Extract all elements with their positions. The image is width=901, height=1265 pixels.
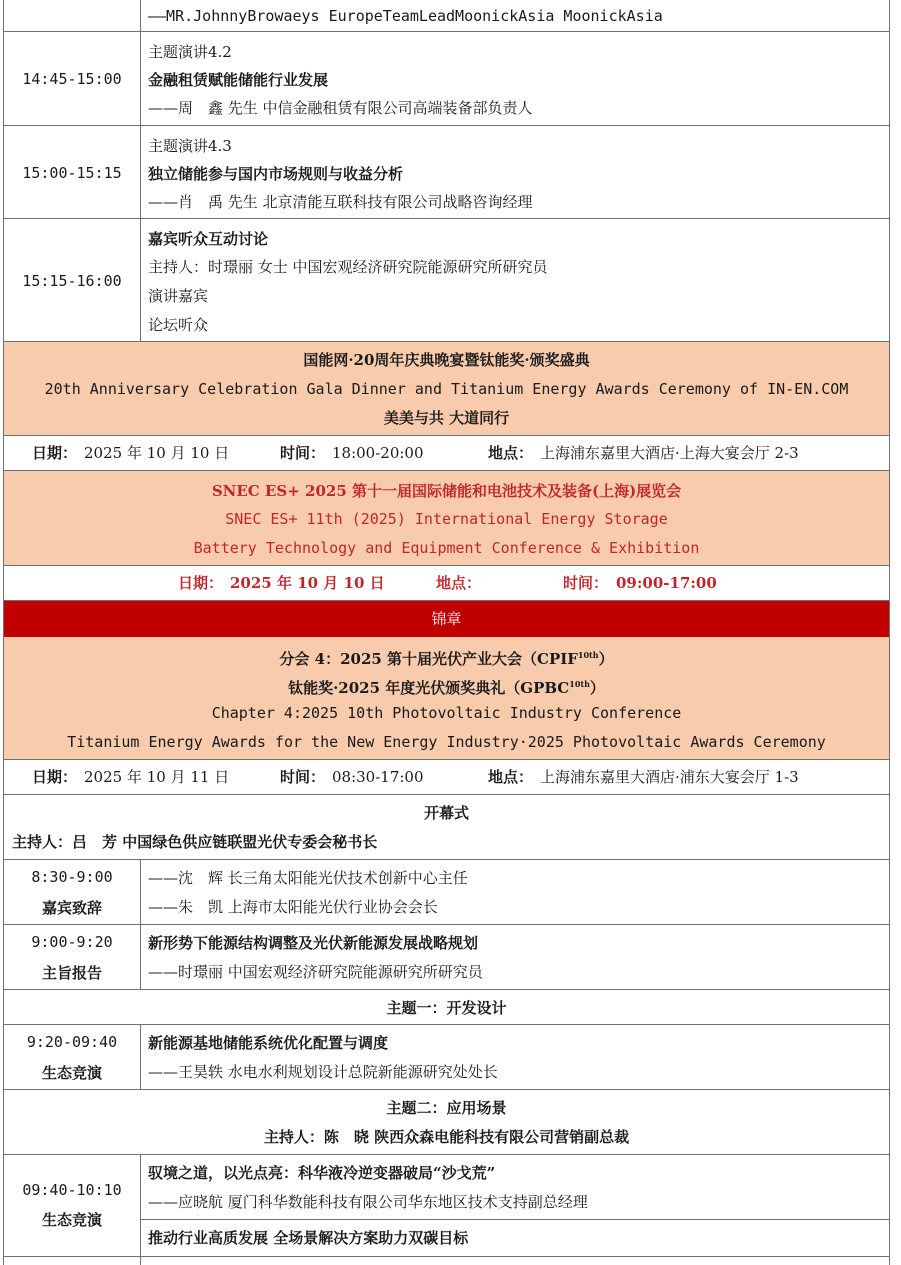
time-value: 08:30-17:00 <box>332 768 424 786</box>
date-value: 2025 年 10 月 10 日 <box>230 574 385 592</box>
speaker-line: ——应晓航 厦门科华数能科技有限公司华东地区技术支持副总经理 <box>148 1193 588 1211</box>
time-cell: 9:20-09:40 <box>26 1033 118 1051</box>
date-label: 日期： <box>32 444 78 462</box>
talk-title: 新能源基地储能系统优化配置与调度 <box>148 1034 389 1052</box>
place-value: 上海浦东嘉里大酒店·浦东大宴会厅 1-3 <box>540 768 799 786</box>
talk-title: 推动行业高质发展 全场景解决方案助力双碳目标 <box>148 1229 469 1247</box>
expo-en-line: Battery Technology and Equipment Conference & Exhibition <box>193 539 700 557</box>
expo-banner <box>4 471 889 565</box>
row-divider <box>3 31 890 32</box>
time-cell: 14:45-15:00 <box>22 70 122 88</box>
talk-title: 驭境之道，以光点亮：科华液冷逆变器破局“沙戈荒” <box>148 1164 496 1182</box>
time-label: 时间： <box>280 444 326 462</box>
theme-title: 主题二：应用场景 <box>386 1099 507 1117</box>
chapter4-awards-title: 钛能奖·2025 年度光伏颁奖典礼$(GPBC^{10th})$ <box>288 679 605 697</box>
row-divider <box>3 1256 890 1257</box>
gala-subtitle-en: 20th Anniversary Celebration Gala Dinner and Titanium Energy Awards Ceremony of IN-EN.COM <box>44 380 849 398</box>
speaker-line: ——朱 凯 上海市太阳能光伏行业协会会长 <box>148 898 438 916</box>
date-label: 日期： <box>32 768 78 786</box>
time-label: 时间： <box>563 574 609 592</box>
participant-line: 演讲嘉宾 <box>148 287 209 305</box>
theme-host: 主持人：陈 晓 陕西众森电能科技有限公司营销副总裁 <box>263 1128 630 1146</box>
host-line: 主持人：时璟丽 女士 中国宏观经济研究院能源研究所研究员 <box>148 258 548 276</box>
expo-title: SNEC ES+ 2025 第十一届国际储能和电池技术及装备(上海)展览会 <box>211 482 682 500</box>
place-label: 地点： <box>488 444 534 462</box>
session-type: 嘉宾致辞 <box>41 899 102 917</box>
row-divider <box>3 1154 890 1155</box>
opening-host: 主持人：吕 芳 中国绿色供应链联盟光伏专委会秘书长 <box>12 833 378 851</box>
chapter4-title: 分会 4：2025 第十届光伏产业大会$(CPIF^{10th})$ <box>279 650 614 668</box>
row-divider <box>3 924 890 925</box>
talk-label: 主题演讲4.3 <box>148 137 232 155</box>
opening-title: 开幕式 <box>423 804 469 822</box>
date-value: 2025 年 10 月 11 日 <box>84 768 230 786</box>
time-cell: 09:40-10:10 <box>22 1181 122 1199</box>
talk-label: 主题演讲4.2 <box>148 43 232 61</box>
time-cell: 15:15-16:00 <box>22 272 122 290</box>
row-divider <box>3 1024 890 1025</box>
chapter4-en-line: Chapter 4:2025 10th Photovoltaic Industry Conference <box>211 704 682 722</box>
row-divider <box>3 859 890 860</box>
time-cell: 8:30-9:00 <box>31 868 113 886</box>
session-type: 生态竞演 <box>41 1211 102 1229</box>
speaker-line: ——王昊轶 水电水利规划设计总院新能源研究处处长 <box>148 1063 498 1081</box>
speaker-line: ——时璟丽 中国宏观经济研究院能源研究所研究员 <box>148 963 483 981</box>
session-type: 主旨报告 <box>41 964 102 982</box>
place-label: 地点： <box>436 574 482 592</box>
date-label: 日期： <box>178 574 224 592</box>
gala-slogan: 美美与共 大道同行 <box>383 409 510 427</box>
table-right-border <box>889 0 890 1265</box>
section-banner-text: 锦章 <box>431 610 462 628</box>
time-cell: 15:00-15:15 <box>22 164 122 182</box>
gala-banner <box>4 342 889 435</box>
row-divider <box>3 125 890 126</box>
talk-title: 独立储能参与国内市场规则与收益分析 <box>148 165 404 183</box>
date-value: 2025 年 10 月 10 日 <box>84 444 230 462</box>
participant-line: 论坛听众 <box>148 316 209 334</box>
talk-title: 嘉宾听众互动讨论 <box>148 230 269 248</box>
section-banner <box>4 601 889 637</box>
place-value: 上海浦东嘉里大酒店·上海大宴会厅 2-3 <box>540 444 799 462</box>
time-value: 09:00-17:00 <box>616 574 717 592</box>
talk-title: 金融租赁赋能储能行业发展 <box>148 71 329 89</box>
speaker-line: ——周 鑫 先生 中信金融租赁有限公司高端装备部负责人 <box>148 99 533 117</box>
row-divider <box>3 794 890 795</box>
speaker-line: ——肖 禹 先生 北京清能互联科技有限公司战略咨询经理 <box>148 193 533 211</box>
row-divider <box>3 565 890 566</box>
time-cell: 9:00-9:20 <box>31 933 113 951</box>
row-divider <box>3 1089 890 1090</box>
speaker-line: ——MR.JohnnyBrowaeys EuropeTeamLeadMoonickAsia MoonickAsia <box>148 7 663 25</box>
inner-divider <box>141 1219 889 1220</box>
session-type: 生态竞演 <box>41 1064 102 1082</box>
chapter4-en-line: Titanium Energy Awards for the New Energy Industry·2025 Photovoltaic Awards Ceremony <box>67 733 826 751</box>
theme-title: 主题一：开发设计 <box>386 999 507 1017</box>
talk-title: 新形势下能源结构调整及光伏新能源发展战略规划 <box>148 934 479 952</box>
row-divider <box>3 435 890 436</box>
row-divider <box>3 759 890 760</box>
time-label: 时间： <box>280 768 326 786</box>
time-value: 18:00-20:00 <box>332 444 424 462</box>
row-divider <box>3 218 890 219</box>
expo-en-line: SNEC ES+ 11th (2025) International Energy Storage <box>225 510 668 528</box>
chapter4-banner <box>4 637 889 759</box>
place-label: 地点： <box>488 768 534 786</box>
row-divider <box>3 989 890 990</box>
speaker-line: ——沈 辉 长三角太阳能光伏技术创新中心主任 <box>148 869 468 887</box>
gala-title: 国能网·20周年庆典晚宴暨钛能奖·颁奖盛典 <box>303 351 590 369</box>
